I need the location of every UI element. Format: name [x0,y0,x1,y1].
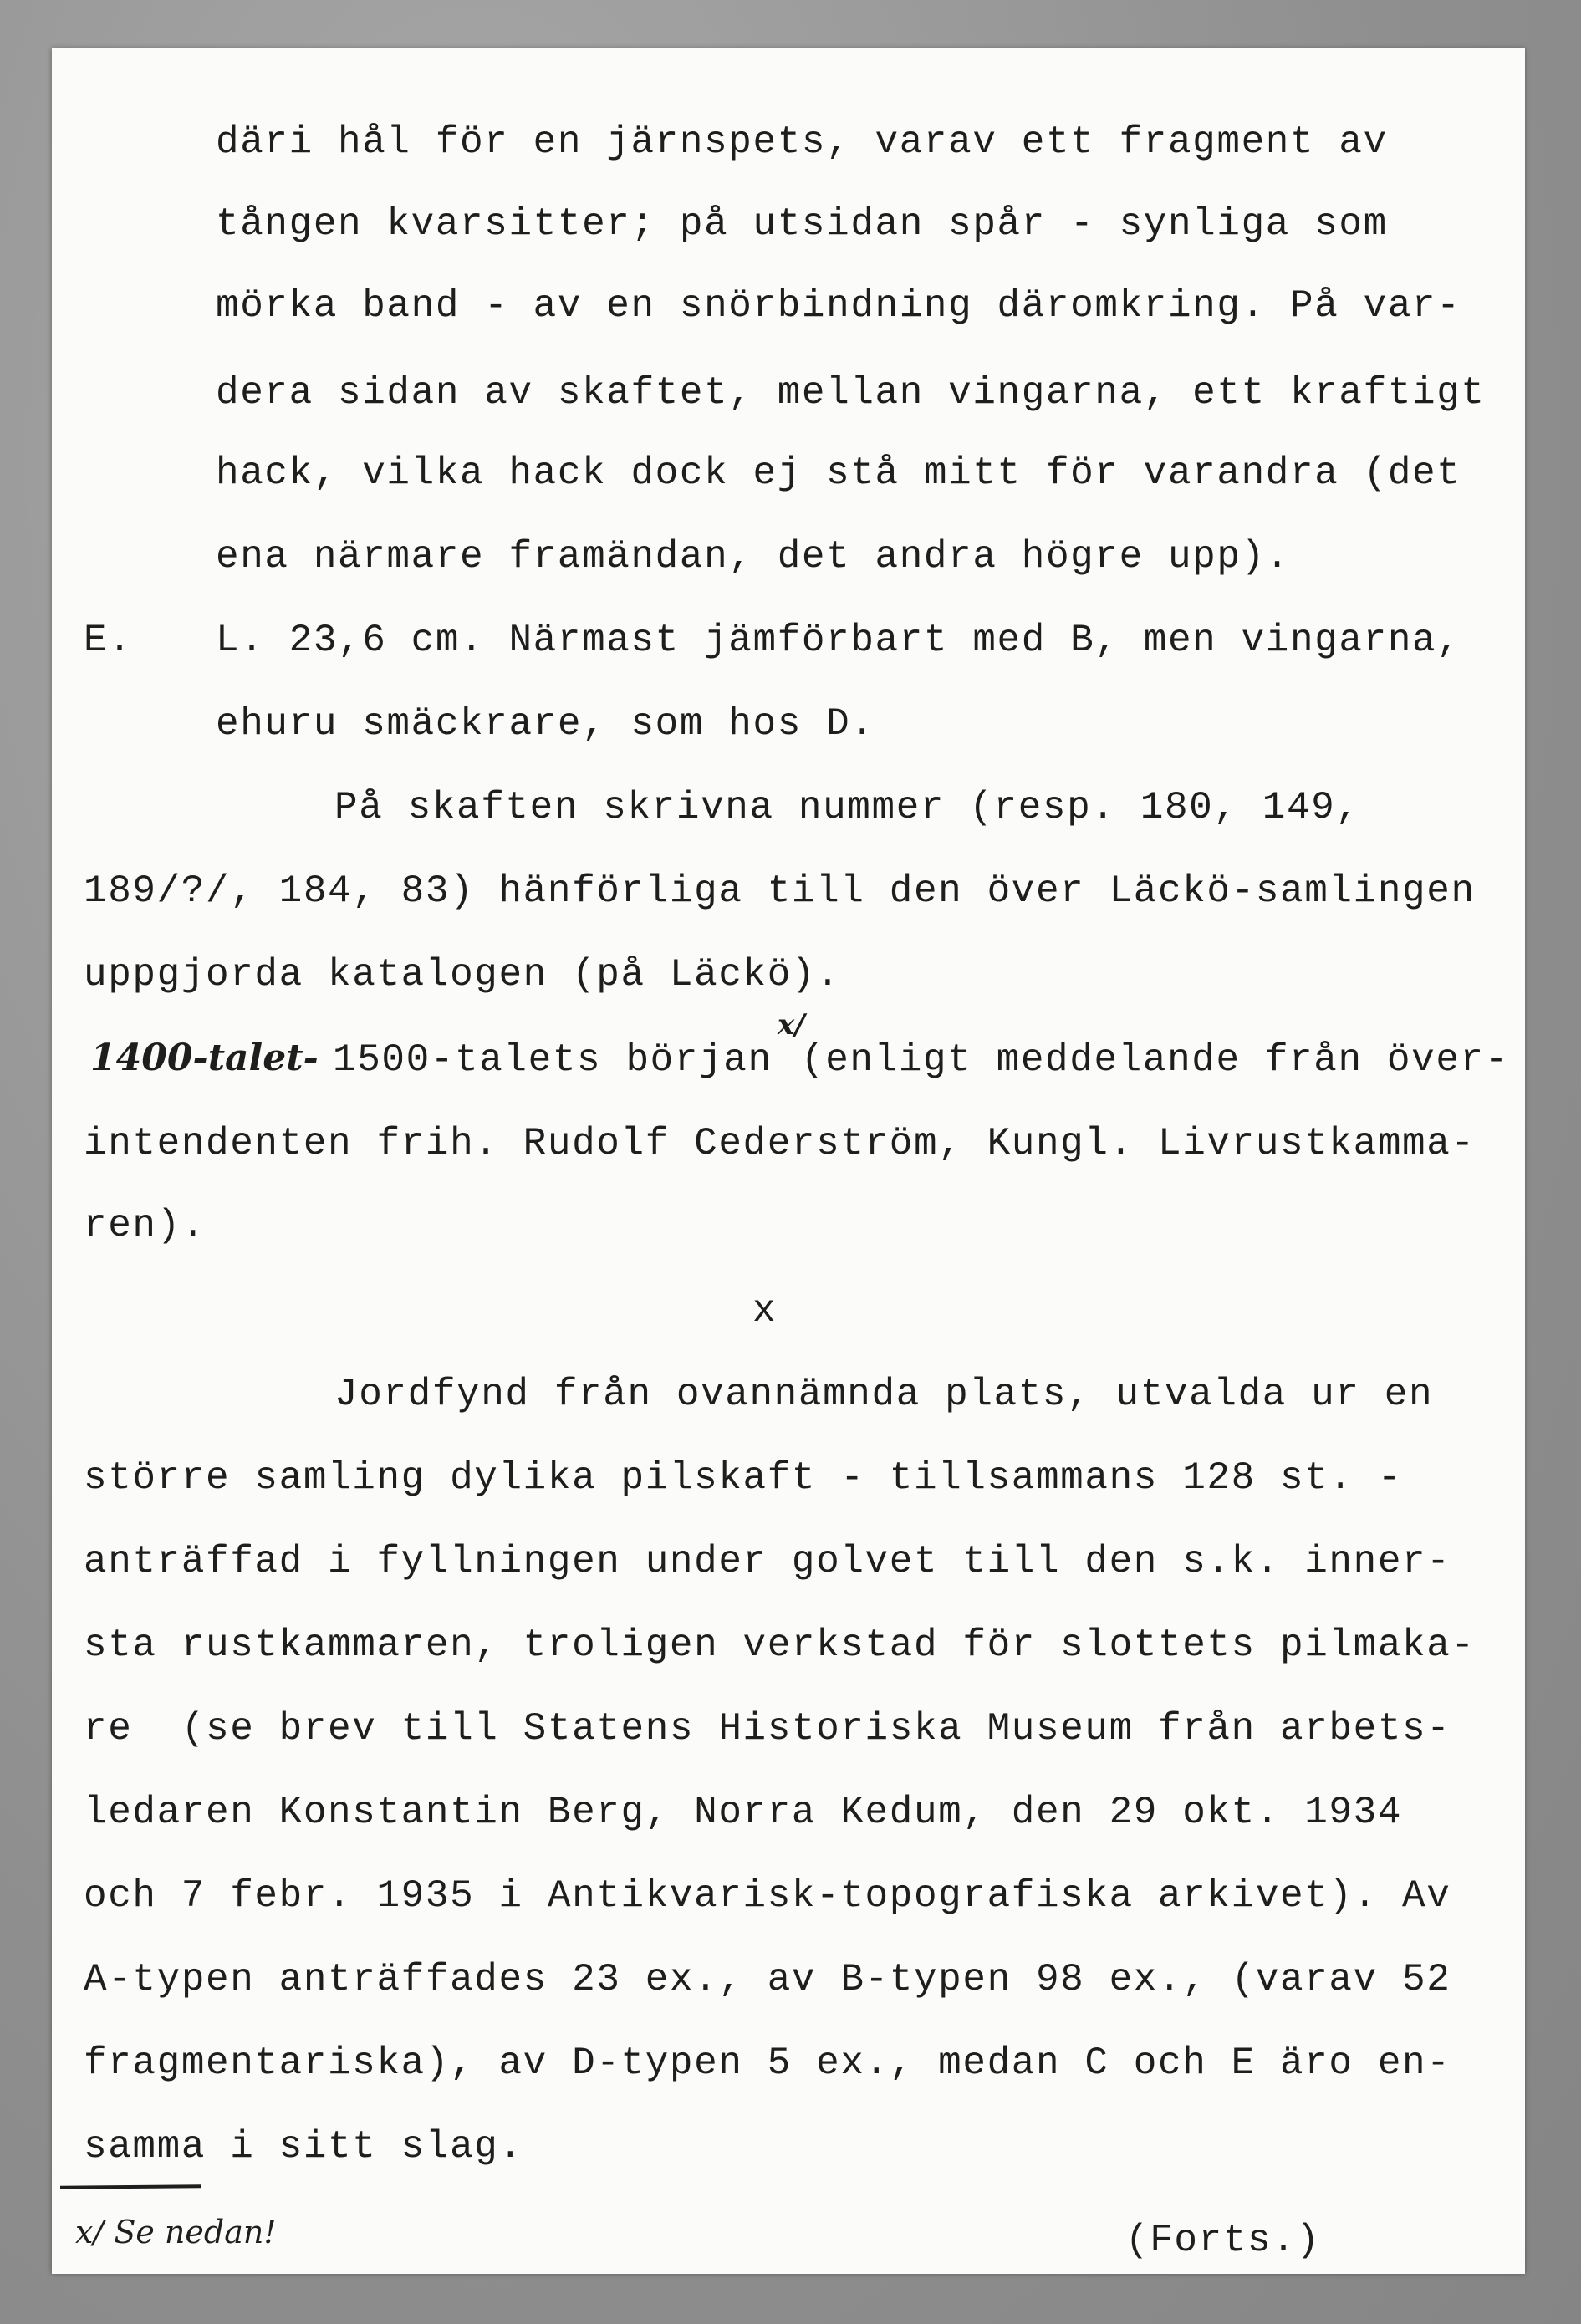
text-line-13: intendenten frih. Rudolf Cederström, Kungl. Livrustkamma- [84,1122,1476,1165]
text-line-14: ren). [84,1204,207,1247]
text-line-23: fragmentariska), av D-typen 5 ex., medan C och E äro en- [84,2041,1451,2085]
section-label-e: E. [84,619,133,662]
text-line-24: samma i sitt slag. [84,2125,523,2169]
text-line-4: dera sidan av skaftet, mellan vingarna, ett kraftigt [216,371,1486,415]
text-line-15: Jordfynd från ovannämnda plats, utvalda ur en [334,1373,1434,1416]
text-line-21: och 7 febr. 1935 i Antikvarisk-topografiska arkivet). Av [84,1874,1451,1918]
handwritten-footnote-mark: x/ [778,1008,805,1042]
section-divider-x: x [752,1289,778,1333]
text-line-19: re (se brev till Statens Historiska Museum från arbets- [84,1707,1451,1751]
text-line-12b: (enligt meddelande från över- [801,1038,1509,1082]
handwritten-footnote: x/ Se nedan! [75,2214,277,2250]
text-line-22: A-typen anträffades 23 ex., av B-typen 98 ex., (varav 52 [84,1958,1451,2001]
text-line-9: På skaften skrivna nummer (resp. 180, 149, [334,786,1360,829]
text-line-11: uppgjorda katalogen (på Läckö). [84,953,841,996]
handwritten-date-note: 1400-talet- [90,1037,319,1079]
text-line-12a: 1500-talets början [333,1038,773,1082]
text-line-8: ehuru smäckrare, som hos D. [216,702,875,746]
text-line-18: sta rustkammaren, troligen verkstad för slottets pilmaka- [84,1623,1476,1667]
text-line-17: anträffad i fyllningen under golvet till den s.k. inner- [84,1540,1451,1583]
text-line-1: däri hål för en järnspets, varav ett fragment av [216,120,1388,164]
text-line-20: ledaren Konstantin Berg, Norra Kedum, den 29 okt. 1934 [84,1791,1403,1834]
text-line-3: mörka band - av en snörbindning däromkring. På var- [216,284,1461,328]
text-line-2: tången kvarsitter; på utsidan spår - synliga som [216,202,1388,246]
continued-label: (Forts.) [1125,2219,1321,2262]
text-line-5: hack, vilka hack dock ej stå mitt för varandra (det [216,451,1461,495]
text-line-6: ena närmare framändan, det andra högre upp). [216,535,1290,578]
text-line-16: större samling dylika pilskaft - tillsammans 128 st. - [84,1456,1403,1500]
text-line-10: 189/?/, 184, 83) hänförliga till den över Läckö-samlingen [84,869,1476,913]
text-line-7: L. 23,6 cm. Närmast jämförbart med B, men vingarna, [216,619,1461,662]
